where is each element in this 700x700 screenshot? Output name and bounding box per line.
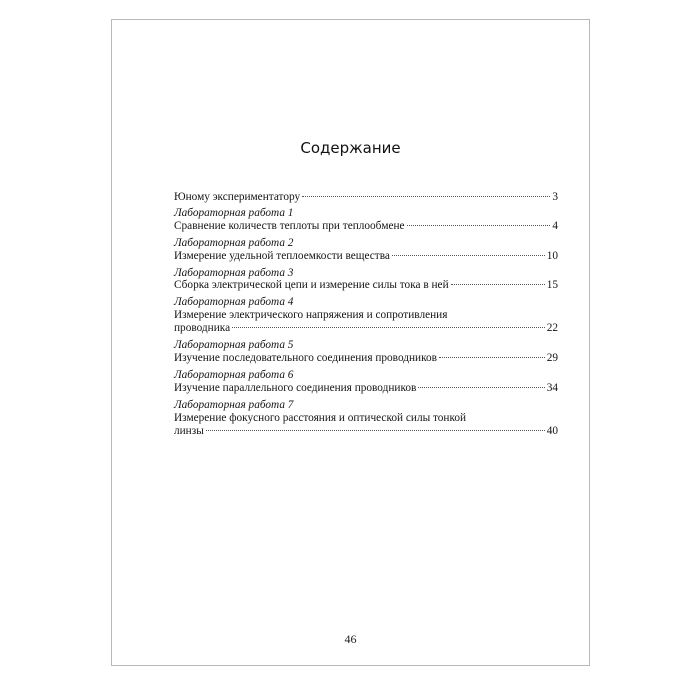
dot-leader <box>407 225 551 226</box>
lab-label: Лабораторная работа 7 <box>174 398 294 411</box>
lab-label: Лабораторная работа 2 <box>174 236 294 249</box>
toc-page-number: 29 <box>546 351 558 364</box>
toc-entry-title-line-1: Измерение электрического напряжения и сопротивления <box>174 309 448 322</box>
toc-entry-lab-3[interactable] <box>174 267 558 293</box>
toc-line <box>174 250 558 263</box>
lab-label: Лабораторная работа 5 <box>174 339 294 352</box>
page-number: 46 <box>344 632 357 646</box>
toc-page-number: 3 <box>552 191 558 203</box>
toc-line <box>174 382 558 395</box>
toc-entry-title: линзы <box>174 424 204 437</box>
toc-entry-intro[interactable] <box>174 191 558 204</box>
toc-page-number: 40 <box>546 424 558 437</box>
dot-leader <box>439 357 545 358</box>
toc-entry-lab-6[interactable] <box>174 369 558 395</box>
toc-page-number: 34 <box>546 381 558 394</box>
toc-entry-title: Сборка электрической цепи и измерение силы тока в ней <box>174 279 449 292</box>
toc-page-number: 4 <box>552 219 558 232</box>
toc-line <box>174 220 558 233</box>
toc-entry-title: Сравнение количеств теплоты при теплообмене <box>174 219 405 232</box>
toc-line <box>174 322 558 335</box>
lab-label: Лабораторная работа 6 <box>174 368 294 381</box>
toc-entry-title: Юному экспериментатору <box>174 191 301 203</box>
toc-line <box>174 352 558 365</box>
toc-entry-title: Изучение последовательного соединения проводников <box>174 351 437 364</box>
toc-entry-lab-4[interactable] <box>174 296 558 335</box>
toc-line <box>174 191 558 204</box>
toc-entry-lab-7[interactable] <box>174 399 558 438</box>
dot-leader <box>232 327 545 328</box>
dot-leader <box>392 255 545 256</box>
dot-leader <box>418 387 544 388</box>
toc-entry-title-line-1: Измерение фокусного расстояния и оптической силы тонкой <box>174 411 467 424</box>
toc-entry-lab-2[interactable] <box>174 237 558 263</box>
toc-line <box>174 279 558 292</box>
dot-leader <box>302 196 550 197</box>
toc-page-number: 22 <box>546 322 558 335</box>
dot-leader <box>451 284 545 285</box>
document-page <box>111 19 590 666</box>
toc-title: Содержание <box>300 139 401 157</box>
toc-line <box>174 425 558 438</box>
table-of-contents <box>174 191 558 441</box>
lab-label: Лабораторная работа 3 <box>174 266 294 279</box>
toc-entry-lab-1[interactable] <box>174 207 558 233</box>
toc-page-number: 10 <box>546 249 558 262</box>
dot-leader <box>206 430 545 431</box>
lab-label: Лабораторная работа 1 <box>174 206 294 219</box>
lab-label: Лабораторная работа 4 <box>174 296 294 309</box>
toc-entry-lab-5[interactable] <box>174 339 558 365</box>
toc-page-number: 15 <box>546 279 558 292</box>
toc-entry-title: Изучение параллельного соединения проводников <box>174 381 417 394</box>
toc-entry-title: проводника <box>174 322 231 335</box>
toc-entry-title: Измерение удельной теплоемкости вещества <box>174 249 390 262</box>
